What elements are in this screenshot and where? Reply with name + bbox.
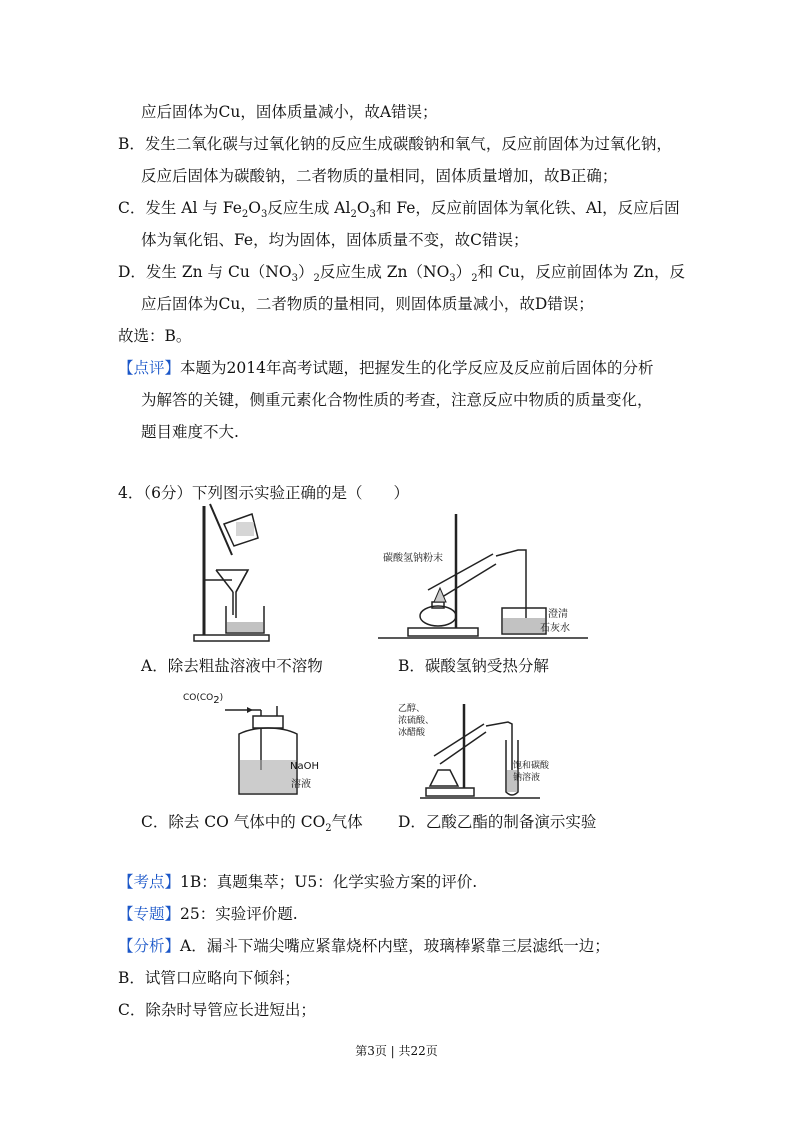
subscript: 2 [241,209,249,221]
text-line [118,198,680,225]
text-line: C．除杂时导管应长进短出； [118,1001,316,1019]
text-line: 应后固体为Cu，二者物质的量相同，则固体质量减小，故D错误； [141,295,594,313]
text-line: B．试管口应略向下倾斜； [118,969,300,987]
label-sulfuric-acid: 浓硫酸、 [398,716,435,726]
subscript: 3 [260,209,268,221]
label-sodium-solution: 钠溶液 [513,773,541,783]
text-line: 为解答的关键，侧重元素化合物性质的考查，注意反应中物质的质量变化， [141,391,653,409]
caption-c [141,810,363,834]
text-segment: CO(CO [183,693,214,703]
label-acetic-acid: 冰醋酸 [398,728,426,738]
subscript: 2 [313,273,320,285]
subscript: 2 [471,273,478,285]
label-solution: 溶液 [291,779,311,790]
label-clear: 澄清 [548,609,568,620]
text-segment: O [356,199,370,217]
text-segment: ） [455,263,472,281]
text-segment: 本题为2014年高考试题，把握发生的化学反应及反应前后固体的分析 [180,359,654,377]
text-segment: A．漏斗下端尖嘴应紧靠烧杯内壁，玻璃棒紧靠三层滤纸一边； [180,937,610,955]
text-segment: O [248,199,261,217]
liquid [227,622,263,632]
text-line: 体为氧化铝、Fe，均为固体，固体质量不变，故C错误； [141,231,529,249]
text-segment: ） [297,263,314,281]
fenxi-tag: 【分析】 [118,937,181,955]
kaodian-tag: 【考点】 [118,873,181,891]
subscript: 3 [449,273,456,285]
text-line: 应后固体为Cu，固体质量减小，故A错误； [141,103,438,121]
text-segment: 气体 [331,813,363,831]
subscript: 2 [213,694,220,706]
text-segment: D．发生 Zn 与 Cu（NO [118,263,292,281]
liquid [503,618,545,633]
text-segment: 和 Cu，反应前固体为 Zn，反 [477,263,686,281]
label-saturated-carbonate: 饱和碳酸 [513,761,550,771]
text-line [118,262,685,289]
label-gas-input [183,693,223,706]
subscript: 2 [350,209,357,221]
caption-a: A．除去粗盐溶液中不溶物 [141,657,323,675]
label-naoh: NaOH [290,761,319,772]
label-sodium-bicarbonate: 碳酸氢钠粉末 [383,553,443,564]
text-segment: 反应生成 Zn（NO [319,263,450,281]
label-limewater: 石灰水 [540,623,570,634]
figure-d-ester-prep [420,700,540,802]
subscript: 3 [369,209,376,221]
text-segment: 反应生成 Al [267,199,351,217]
label-ethanol: 乙醇、 [398,704,426,714]
fenxi-line [118,936,610,956]
question-title: 4．（6分）下列图示实验正确的是（ ） [118,484,409,502]
text-segment: 25：实验评价题. [180,905,298,923]
zhuanti-tag: 【专题】 [118,905,181,923]
text-line: B．发生二氧化碳与过氧化钠的反应生成碳酸钠和氧气，反应前固体为过氧化钠， [118,135,672,153]
text-segment: ) [219,693,224,703]
caption-d: D．乙酸乙酯的制备演示实验 [398,813,597,831]
kaodian-line [118,872,477,892]
comment-tag: 【点评】 [118,359,181,377]
liquid [240,760,296,793]
text-segment: C．发生 Al 与 Fe [118,199,242,217]
caption-b: B．碳酸氢钠受热分解 [398,657,549,675]
zhuanti-line [118,904,298,924]
text-line: 题目难度不大. [141,423,239,441]
text-segment: 1B：真题集萃；U5：化学实验方案的评价. [180,873,478,891]
comment-line [118,358,653,378]
page-footer: 第3页 | 共22页 [355,1044,438,1058]
subscript: 3 [291,273,298,285]
subscript: 2 [325,823,332,835]
text-line: 故选：B。 [118,327,192,345]
text-segment: 和 Fe，反应前固体为氧化铁、Al，反应后固 [375,199,680,217]
text-line: 反应后固体为碳酸钠，二者物质的量相同，固体质量增加，故B正确； [141,167,618,185]
figure-a-filtration [190,500,280,645]
text-segment: C．除去 CO 气体中的 CO [141,813,326,831]
